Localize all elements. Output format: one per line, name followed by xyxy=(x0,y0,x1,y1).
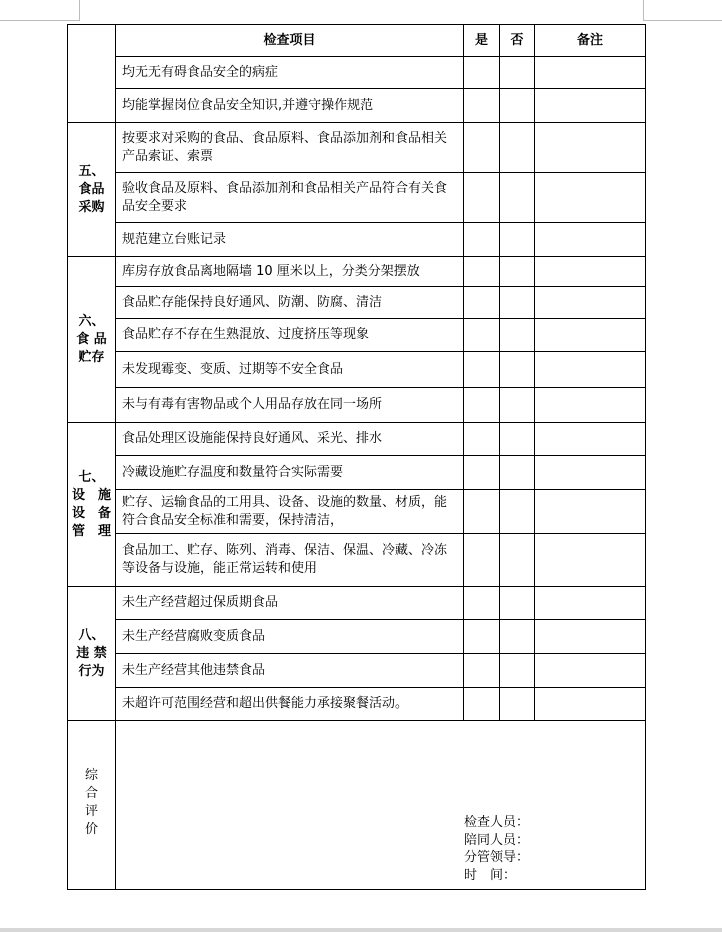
check-item: 冷藏设施贮存温度和数量符合实际需要 xyxy=(116,456,464,490)
no-cell[interactable] xyxy=(500,173,535,223)
note-cell[interactable] xyxy=(535,620,646,654)
yes-cell[interactable] xyxy=(464,352,500,388)
page-bottom-edge xyxy=(0,928,722,932)
yes-cell[interactable] xyxy=(464,223,500,257)
check-item: 规范建立台账记录 xyxy=(116,223,464,257)
no-cell[interactable] xyxy=(500,490,535,534)
note-cell[interactable] xyxy=(535,319,646,352)
yes-cell[interactable] xyxy=(464,123,500,173)
no-cell[interactable] xyxy=(500,620,535,654)
summary-comments[interactable] xyxy=(116,721,646,890)
section-prohibited: 八、 违 禁 行为 xyxy=(68,587,116,721)
no-cell[interactable] xyxy=(500,456,535,490)
check-item: 均无无有碍食品安全的病症 xyxy=(116,57,464,89)
check-item: 未与有毒有害物品或个人用品存放在同一场所 xyxy=(116,388,464,423)
note-cell[interactable] xyxy=(535,89,646,123)
yes-cell[interactable] xyxy=(464,89,500,123)
no-cell[interactable] xyxy=(500,388,535,423)
check-item: 未生产经营超过保质期食品 xyxy=(116,587,464,620)
table-row xyxy=(68,173,646,223)
section-purchase: 五、 食品 采购 xyxy=(68,123,116,257)
table-row xyxy=(68,620,646,654)
leader-label: 分管领导： xyxy=(464,850,530,865)
note-cell[interactable] xyxy=(535,688,646,721)
yes-cell[interactable] xyxy=(464,587,500,620)
no-cell[interactable] xyxy=(500,587,535,620)
no-cell[interactable] xyxy=(500,123,535,173)
note-cell[interactable] xyxy=(535,352,646,388)
no-cell[interactable] xyxy=(500,534,535,587)
table-row xyxy=(68,352,646,388)
note-cell[interactable] xyxy=(535,123,646,173)
note-cell[interactable] xyxy=(535,173,646,223)
note-cell[interactable] xyxy=(535,388,646,423)
escort-label: 陪同人员： xyxy=(464,832,530,848)
no-cell[interactable] xyxy=(500,688,535,721)
note-cell[interactable] xyxy=(535,587,646,620)
no-cell[interactable] xyxy=(500,223,535,257)
table-row xyxy=(68,587,646,620)
header-item: 检查项目 xyxy=(116,25,464,57)
table-row xyxy=(68,534,646,587)
header-row xyxy=(68,25,646,57)
section-facilities: 七、 设 施 设 备 管 理 xyxy=(68,423,116,587)
section-storage: 六、 食 品 贮存 xyxy=(68,257,116,423)
check-item: 未生产经营其他违禁食品 xyxy=(116,654,464,688)
crop-mark-top-right xyxy=(643,0,722,21)
summary-row xyxy=(68,721,646,890)
check-item: 验收食品及原料、食品添加剂和食品相关产品符合有关食品安全要求 xyxy=(116,173,464,223)
no-cell[interactable] xyxy=(500,423,535,456)
check-item: 按要求对采购的食品、食品原料、食品添加剂和食品相关产品索证、索票 xyxy=(116,123,464,173)
table-row xyxy=(68,223,646,257)
crop-mark-top-left xyxy=(0,0,80,21)
note-cell[interactable] xyxy=(535,257,646,287)
table-row xyxy=(68,287,646,319)
check-item: 库房存放食品离地隔墙 10 厘米以上，分类分架摆放 xyxy=(116,257,464,287)
inspector-label: 检查人员： xyxy=(464,815,530,830)
check-item: 食品处理区设施能保持良好通风、采光、排水 xyxy=(116,423,464,456)
table-row xyxy=(68,456,646,490)
check-item: 贮存、运输食品的工用具、设备、设施的数量、材质，能符合食品安全标准和需要，保持清洁， xyxy=(116,490,464,534)
note-cell[interactable] xyxy=(535,423,646,456)
yes-cell[interactable] xyxy=(464,319,500,352)
note-cell[interactable] xyxy=(535,654,646,688)
yes-cell[interactable] xyxy=(464,423,500,456)
yes-cell[interactable] xyxy=(464,490,500,534)
header-yes: 是 xyxy=(464,25,500,57)
yes-cell[interactable] xyxy=(464,620,500,654)
table-row xyxy=(68,89,646,123)
yes-cell[interactable] xyxy=(464,688,500,721)
signature-block xyxy=(464,814,529,884)
note-cell[interactable] xyxy=(535,287,646,319)
note-cell[interactable] xyxy=(535,456,646,490)
no-cell[interactable] xyxy=(500,57,535,89)
table-row xyxy=(68,319,646,352)
table-row xyxy=(68,388,646,423)
check-item: 食品加工、贮存、陈列、消毒、保洁、保温、冷藏、冷冻等设备与设施，能正常运转和使用 xyxy=(116,534,464,587)
no-cell[interactable] xyxy=(500,257,535,287)
check-item: 均能掌握岗位食品安全知识,并遵守操作规范 xyxy=(116,89,464,123)
note-cell[interactable] xyxy=(535,534,646,587)
time-label: 时 间： xyxy=(464,867,517,883)
yes-cell[interactable] xyxy=(464,287,500,319)
note-cell[interactable] xyxy=(535,223,646,257)
header-no: 否 xyxy=(500,25,535,57)
check-item: 未发现霉变、变质、过期等不安全食品 xyxy=(116,352,464,388)
section-cell-continued xyxy=(68,25,116,123)
table-row xyxy=(68,688,646,721)
check-item: 食品贮存不存在生熟混放、过度挤压等现象 xyxy=(116,319,464,352)
table-row xyxy=(68,423,646,456)
table-row xyxy=(68,654,646,688)
check-item: 未生产经营腐败变质食品 xyxy=(116,620,464,654)
check-item: 未超许可范围经营和超出供餐能力承接聚餐活动。 xyxy=(116,688,464,721)
inspection-table xyxy=(67,24,646,890)
no-cell[interactable] xyxy=(500,89,535,123)
table-row xyxy=(68,257,646,287)
no-cell[interactable] xyxy=(500,287,535,319)
summary-label: 综 合 评 价 xyxy=(68,721,116,890)
yes-cell[interactable] xyxy=(464,173,500,223)
note-cell[interactable] xyxy=(535,57,646,89)
note-cell[interactable] xyxy=(535,490,646,534)
yes-cell[interactable] xyxy=(464,456,500,490)
check-item: 食品贮存能保持良好通风、防潮、防腐、清洁 xyxy=(116,287,464,319)
no-cell[interactable] xyxy=(500,319,535,352)
yes-cell[interactable] xyxy=(464,654,500,688)
table-row xyxy=(68,490,646,534)
table-row xyxy=(68,123,646,173)
header-note: 备注 xyxy=(535,25,646,57)
yes-cell[interactable] xyxy=(464,388,500,423)
yes-cell[interactable] xyxy=(464,257,500,287)
table-row xyxy=(68,57,646,89)
no-cell[interactable] xyxy=(500,352,535,388)
no-cell[interactable] xyxy=(500,654,535,688)
yes-cell[interactable] xyxy=(464,57,500,89)
yes-cell[interactable] xyxy=(464,534,500,587)
